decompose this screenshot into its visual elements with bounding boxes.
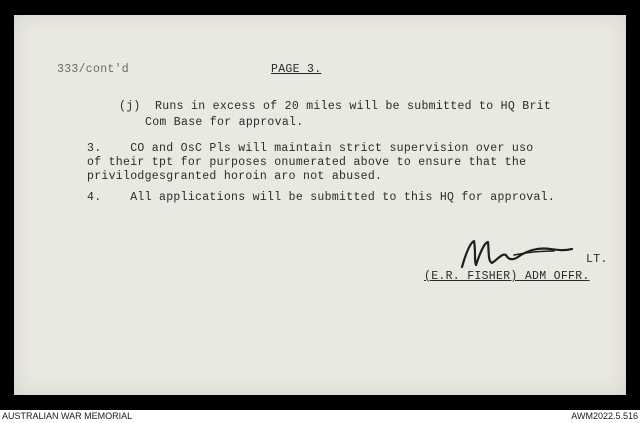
paragraph-3-line-3: privilodgesgranted horoin aro not abused. — [87, 170, 383, 183]
paragraph-4: 4. All applications will be submitted to this HQ for approval. — [87, 191, 556, 204]
accession-number: AWM2022.5.516 — [571, 411, 638, 421]
paragraph-3-line-1: 3. CO and OsC Pls will maintain strict supervision over uso — [87, 142, 534, 155]
file-reference: 333/cont'd — [57, 63, 130, 76]
page-title: PAGE 3. — [271, 63, 322, 76]
paragraph-j-line-1: (j) Runs in excess of 20 miles will be submitted to HQ Brit — [119, 100, 552, 113]
paragraph-3-line-2: of their tpt for purposes onumerated above to ensure that the — [87, 156, 527, 169]
paragraph-j-line-2: Com Base for approval. — [145, 116, 304, 129]
signer-rank: LT. — [586, 253, 608, 266]
handwritten-signature — [454, 233, 584, 273]
signer-name-block: (E.R. FISHER) ADM OFFR. — [424, 270, 590, 283]
archive-credit: AUSTRALIAN WAR MEMORIAL — [2, 411, 133, 421]
document-sheet — [14, 15, 626, 395]
